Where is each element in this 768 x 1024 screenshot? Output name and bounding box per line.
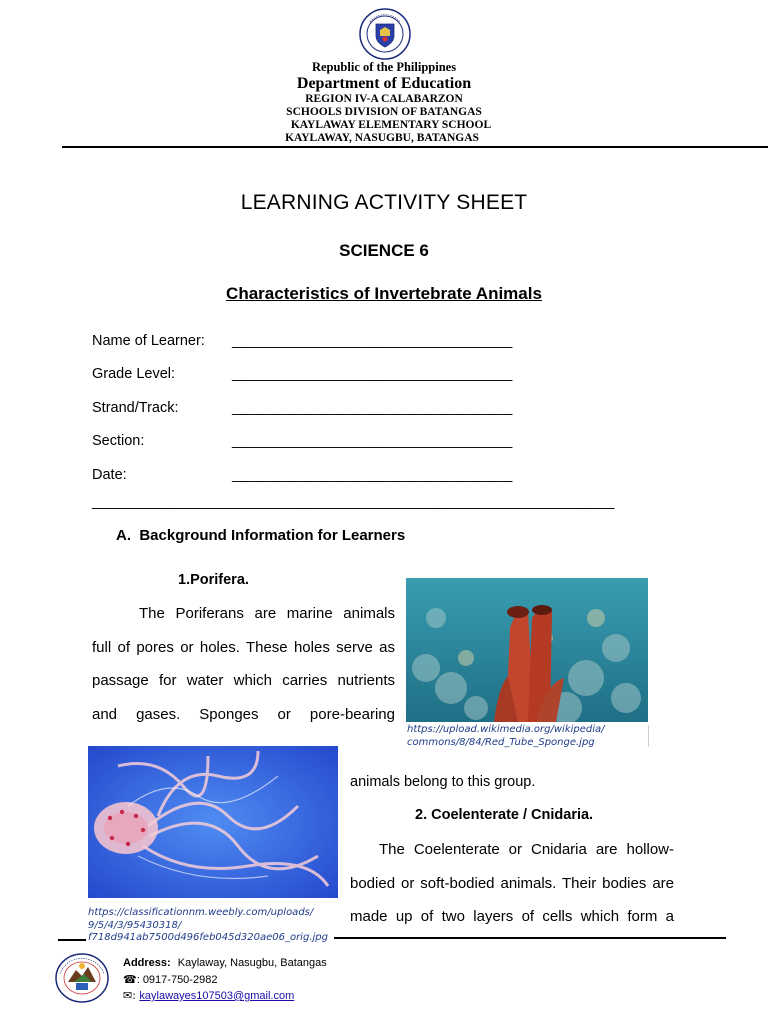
field-blank[interactable]: _____________________________________ (232, 399, 512, 416)
field-blank[interactable]: _____________________________________ (232, 332, 512, 349)
subject-title: SCIENCE 6 (339, 241, 429, 260)
header-region: REGION IV-A CALABARZON (305, 93, 463, 105)
footer-phone-row (123, 972, 443, 989)
text-line: full of pores or holes. These holes serve as (92, 638, 395, 656)
cnidaria-heading: 2. Coelenterate / Cnidaria. (415, 807, 594, 823)
phone-value: : 0917-750-2982 (136, 973, 218, 986)
field-label: Strand/Track: (92, 399, 179, 416)
porifera-heading: 1.Porifera. (178, 572, 249, 588)
field-row (92, 391, 552, 425)
address-label: Address: (123, 957, 171, 969)
field-blank[interactable]: _____________________________________ (232, 433, 512, 450)
sponge-image (406, 578, 648, 722)
mail-icon: ✉ (123, 989, 133, 1002)
field-row (92, 324, 552, 358)
address-value: Kaylaway, Nasugbu, Batangas (177, 957, 327, 969)
sponge-caption-rule (648, 725, 649, 747)
text-line: The Coelenterate or Cnidaria are hollow- (379, 841, 674, 858)
footer-email-row: ✉: kaylawayes107503@gmail.com (123, 989, 295, 1002)
footer-address-row (123, 955, 443, 972)
header-divider (62, 146, 768, 148)
cnidaria-paragraph (350, 833, 674, 934)
jellyfish-image-caption[interactable]: https://classificationnm.weebly.com/uploads/ 9/5/4/3/95430318/ f718d941ab7500d496feb045d320ae06_orig.jpg (88, 907, 328, 943)
field-label: Grade Level: (92, 366, 176, 383)
footer-rule-left (58, 939, 86, 941)
text-line: made up of two layers of cells which form a (350, 908, 674, 925)
header-school: KAYLAWAY ELEMENTARY SCHOOL (290, 119, 492, 131)
section-a-heading: A. Background Information for Learners (116, 527, 406, 544)
text-line: bodied or soft-bodied animals. Their bodies are (350, 874, 674, 892)
header-deped: Department of Education (296, 75, 472, 92)
field-label: Section: (92, 433, 145, 450)
field-row (92, 458, 552, 492)
header-division: SCHOOLS DIVISION OF BATANGAS (286, 106, 482, 118)
document-title: LEARNING ACTIVITY SHEET (240, 191, 528, 214)
header-address: KAYLAWAY, NASUGBU, BATANGAS (285, 132, 479, 144)
phone-icon: ☎ (123, 972, 137, 986)
field-row (92, 425, 552, 459)
learner-fields (92, 324, 552, 492)
field-blank[interactable]: _____________________________________ (232, 466, 512, 483)
field-blank[interactable]: _____________________________________ (232, 366, 512, 383)
porifera-last-line: animals belong to this group. (350, 774, 536, 790)
footer-rule-right (334, 937, 726, 939)
school-logo (54, 952, 110, 1004)
field-label: Date: (92, 466, 127, 483)
text-line: The Poriferans are marine animals (139, 605, 395, 622)
sponge-image-caption[interactable]: https://upload.wikimedia.org/wikipedia/ commons/8/84/Red_Tube_Sponge.jpg (407, 724, 605, 748)
field-row (92, 358, 552, 392)
text-line: and gases. Sponges or pore-bearing (92, 705, 395, 723)
field-label: Name of Learner: (92, 332, 205, 349)
text-line: passage for water which carries nutrients (92, 672, 395, 689)
porifera-paragraph (92, 597, 395, 731)
topic-title: Characteristics of Invertebrate Animals (226, 284, 542, 303)
email-link[interactable]: kaylawayes107503@gmail.com (139, 990, 295, 1002)
header-republic: Republic of the Philippines (311, 60, 457, 74)
section-separator: _____________________________________________________________________ (92, 494, 614, 510)
footer-contact (123, 955, 443, 1005)
jellyfish-image (88, 746, 338, 898)
deped-seal (359, 8, 411, 60)
